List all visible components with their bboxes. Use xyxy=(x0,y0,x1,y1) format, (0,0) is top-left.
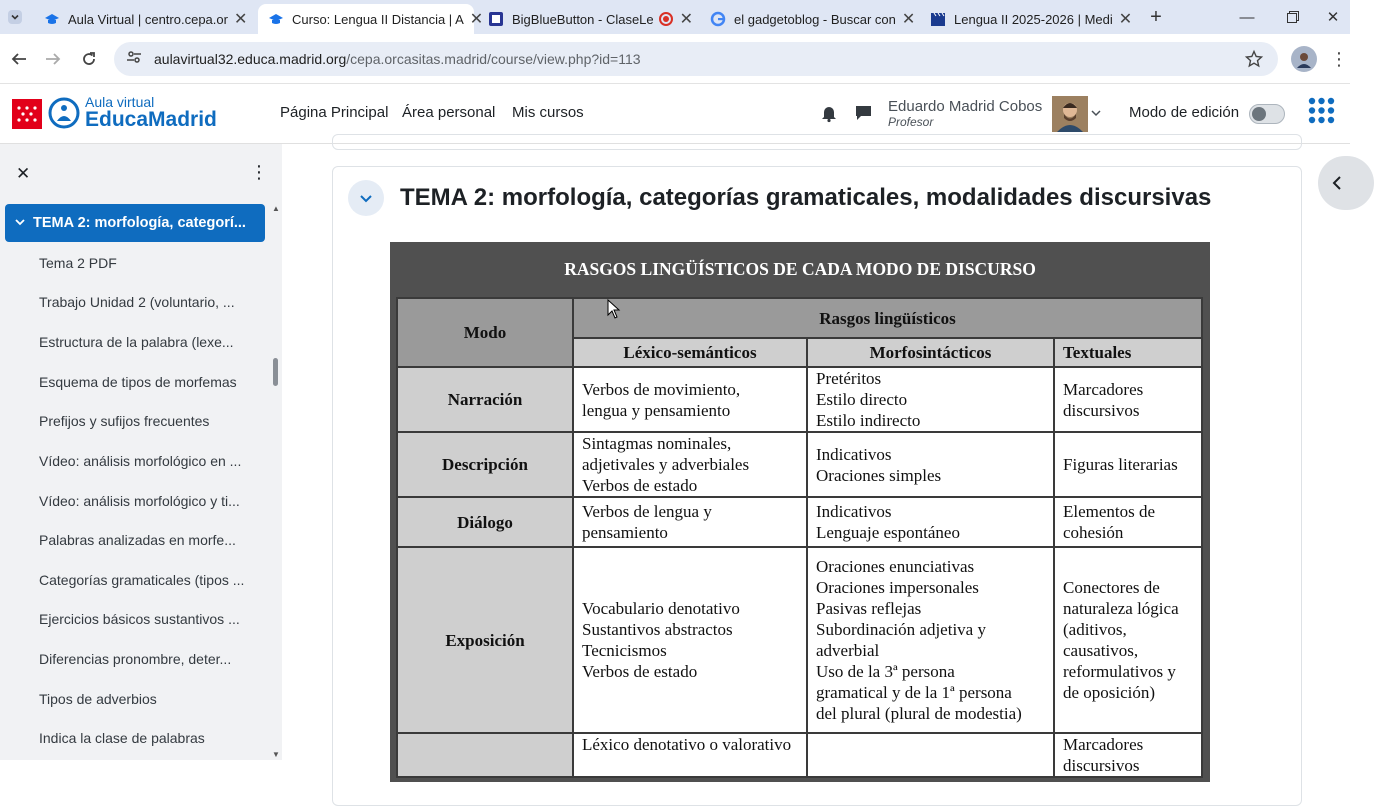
educamadrid-logo-icon xyxy=(48,97,80,129)
row-mode xyxy=(397,733,573,777)
close-icon[interactable]: ✕ xyxy=(901,11,916,28)
cell-line: discursivos xyxy=(1063,400,1140,420)
discourse-modes-image xyxy=(390,242,1210,782)
profile-avatar-icon[interactable] xyxy=(1291,46,1317,72)
cell-line: Indicativos xyxy=(816,502,892,521)
site-info-icon[interactable] xyxy=(126,49,142,70)
tab-label: el gadgetoblog - Buscar con xyxy=(734,11,896,27)
new-tab-button[interactable]: + xyxy=(1150,5,1162,28)
close-icon[interactable]: ✕ xyxy=(1118,11,1133,28)
browser-tab-curso-lengua[interactable] xyxy=(258,4,484,34)
toggle-knob xyxy=(1252,107,1266,121)
cell-textuales xyxy=(1054,367,1202,432)
cell-lexico xyxy=(573,733,807,777)
sidebar-item[interactable]: Categorías gramaticales (tipos ... xyxy=(39,572,245,588)
bell-icon[interactable] xyxy=(821,104,837,127)
clapper-icon xyxy=(930,11,946,27)
moodle-icon xyxy=(268,11,284,27)
google-icon xyxy=(710,11,726,27)
block-drawer-toggle[interactable] xyxy=(1318,156,1374,210)
table-row xyxy=(397,367,1202,432)
restore-icon[interactable] xyxy=(1270,0,1316,34)
section-collapse-button[interactable] xyxy=(348,180,384,216)
messages-icon[interactable] xyxy=(855,105,872,126)
browser-tab-bigbluebutton[interactable] xyxy=(478,4,696,34)
sidebar-item[interactable]: Diferencias pronombre, deter... xyxy=(39,651,232,667)
table-row xyxy=(397,497,1202,547)
col-header-textuales: Textuales xyxy=(1054,338,1202,367)
cell-morfo xyxy=(807,367,1054,432)
sidebar-item[interactable]: Tipos de adverbios xyxy=(39,691,157,707)
cell-line: Oraciones enunciativas xyxy=(816,557,975,576)
cell-morfo xyxy=(807,432,1054,497)
browser-toolbar xyxy=(0,34,1350,84)
user-avatar[interactable] xyxy=(1052,96,1088,132)
user-role: Profesor xyxy=(888,115,934,129)
tab-label: Curso: Lengua II Distancia | A xyxy=(292,11,464,27)
cell-line: Verbos de estado xyxy=(582,476,698,495)
cell-line: discursivos xyxy=(1063,756,1140,775)
cell-line: Elementos de xyxy=(1063,502,1156,521)
cell-line: pensamiento xyxy=(582,523,668,542)
cell-line: Marcadores xyxy=(1063,379,1144,399)
sidebar-item[interactable]: Vídeo: análisis morfológico y ti... xyxy=(39,493,240,509)
cell-lexico xyxy=(573,432,807,497)
cell-line: Léxico denotativo o valorativo xyxy=(582,735,792,754)
apps-grid-icon[interactable] xyxy=(1308,97,1335,129)
browser-tab-google-search[interactable] xyxy=(700,4,918,34)
close-icon[interactable]: ✕ xyxy=(679,11,694,28)
browser-tab-lengua-mediateca[interactable] xyxy=(920,4,1138,34)
cell-morfo xyxy=(807,733,1054,777)
cell-line: Verbos de movimiento, xyxy=(582,379,741,399)
sidebar-item[interactable]: Estructura de la palabra (lexe... xyxy=(39,334,234,350)
cell-line: Conectores de xyxy=(1063,578,1160,597)
cell-line: Oraciones simples xyxy=(816,465,942,485)
nav-pagina-principal[interactable]: Página Principal xyxy=(280,104,389,121)
cell-line: Estilo directo xyxy=(816,390,908,409)
cell-textuales xyxy=(1054,547,1202,733)
cell-line: Pretéritos xyxy=(816,369,882,388)
chevron-down-icon xyxy=(15,217,25,230)
edit-mode-label: Modo de edición xyxy=(1129,104,1240,121)
sidebar-item[interactable]: Trabajo Unidad 2 (voluntario, ... xyxy=(39,294,235,310)
recording-icon xyxy=(658,11,674,27)
col-header-modo: Modo xyxy=(397,298,573,367)
chevron-down-icon[interactable] xyxy=(1090,106,1102,124)
tab-label: Lengua II 2025-2026 | Medi xyxy=(954,11,1113,27)
back-arrow-icon[interactable] xyxy=(6,46,32,72)
table-row xyxy=(397,432,1202,497)
course-index-drawer xyxy=(0,144,282,760)
cell-line: lengua y pensamiento xyxy=(582,400,731,420)
cell-line: Oraciones impersonales xyxy=(816,578,979,597)
cell-line: Verbos de lengua y xyxy=(582,502,712,521)
drawer-options-kebab-icon[interactable]: ⋮ xyxy=(250,162,268,182)
address-bar[interactable] xyxy=(114,42,1278,76)
sidebar-section-label: TEMA 2: morfología, categorí... xyxy=(33,215,246,231)
cell-lexico xyxy=(573,547,807,733)
col-header-morfo: Morfosintácticos xyxy=(807,338,1054,367)
bigbluebutton-icon xyxy=(488,11,504,27)
course-content xyxy=(282,144,1350,775)
sidebar-item[interactable]: Prefijos y sufijos frecuentes xyxy=(39,413,210,429)
row-mode: Descripción xyxy=(397,432,573,497)
reload-icon[interactable] xyxy=(76,46,102,72)
tab-label: Aula Virtual | centro.cepa.or xyxy=(68,11,228,27)
nav-mis-cursos[interactable]: Mis cursos xyxy=(512,104,584,121)
cell-line: Sustantivos abstractos xyxy=(582,620,733,639)
cell-morfo xyxy=(807,497,1054,547)
tab-label: BigBlueButton - ClaseLe xyxy=(512,11,654,27)
close-icon[interactable]: ✕ xyxy=(469,11,484,28)
cell-textuales xyxy=(1054,432,1202,497)
col-header-group: Rasgos lingüísticos xyxy=(573,298,1202,338)
mouse-cursor-icon xyxy=(607,299,621,324)
cell-line: (aditivos, xyxy=(1063,620,1127,639)
table-row xyxy=(397,547,1202,733)
cell-line: gramatical y de la 1ª persona xyxy=(816,683,1012,702)
cell-line: Figuras literarias xyxy=(1063,455,1178,474)
rasgos-table xyxy=(396,297,1203,778)
cell-line: Lenguaje espontáneo xyxy=(816,523,960,542)
cell-line: Pasivas reflejas xyxy=(816,599,922,618)
sidebar-item[interactable]: Esquema de tipos de morfemas xyxy=(39,374,237,390)
sidebar-item[interactable]: Vídeo: análisis morfológico en ... xyxy=(39,453,242,469)
browser-tab-strip xyxy=(0,0,1350,34)
cell-lexico xyxy=(573,367,807,432)
cell-line: Vocabulario denotativo xyxy=(582,599,740,618)
cell-line: cohesión xyxy=(1063,523,1124,542)
forward-arrow-icon[interactable] xyxy=(40,46,66,72)
cell-textuales xyxy=(1054,733,1202,777)
row-mode: Exposición xyxy=(397,547,573,733)
cell-line: del plural (plural de modestia) xyxy=(816,704,1022,723)
cell-line: Subordinación adjetiva y xyxy=(816,620,986,639)
figure-title: RASGOS LINGÜÍSTICOS DE CADA MODO DE DISCURSO xyxy=(564,259,1036,279)
row-mode: Diálogo xyxy=(397,497,573,547)
cell-line: de oposición) xyxy=(1063,683,1156,702)
sidebar-scrollbar-thumb[interactable] xyxy=(273,358,278,386)
cell-line: naturaleza lógica xyxy=(1063,599,1179,618)
col-header-lexico: Léxico-semánticos xyxy=(573,338,807,367)
cell-line: adjetivales y adverbiales xyxy=(582,455,750,474)
cell-line: reformulativos y xyxy=(1063,662,1176,681)
moodle-icon xyxy=(44,11,60,27)
edit-mode-toggle[interactable] xyxy=(1249,104,1285,124)
scroll-up-icon[interactable]: ▲ xyxy=(272,204,280,213)
logo-title: EducaMadrid xyxy=(85,108,217,131)
browser-menu-kebab-icon[interactable]: ⋮ xyxy=(1330,48,1348,69)
sidebar-item[interactable]: Tema 2 PDF xyxy=(39,255,117,271)
user-name: Eduardo Madrid Cobos xyxy=(888,98,1043,115)
sidebar-item[interactable]: Indica la clase de palabras xyxy=(39,730,205,746)
sidebar-section-tema2[interactable] xyxy=(5,204,265,242)
cell-line: Sintagmas nominales, xyxy=(582,434,732,453)
url-text xyxy=(154,51,641,67)
sidebar-item[interactable]: Ejercicios básicos sustantivos ... xyxy=(39,611,240,627)
cell-line: Tecnicismos xyxy=(582,641,667,660)
cell-lexico xyxy=(573,497,807,547)
cell-line: Marcadores xyxy=(1063,735,1144,754)
url-host: aulavirtual32.educa.madrid.org xyxy=(154,51,347,67)
close-icon[interactable]: ✕ xyxy=(233,11,248,28)
bookmark-star-icon[interactable] xyxy=(1241,46,1267,72)
tab-search-chevron-icon[interactable] xyxy=(0,0,30,34)
url-path: /cepa.orcasitas.madrid/course/view.php?id=113 xyxy=(346,51,641,67)
logo-subtitle: Aula virtual xyxy=(85,94,155,110)
minimize-icon[interactable]: — xyxy=(1239,8,1255,26)
close-drawer-icon[interactable]: ✕ xyxy=(16,164,31,183)
nav-area-personal[interactable]: Área personal xyxy=(402,104,496,121)
previous-section-card xyxy=(332,134,1302,150)
window-close-icon[interactable]: ✕ xyxy=(1326,9,1340,26)
browser-tab-aula-virtual[interactable] xyxy=(34,4,256,34)
cell-line: Uso de la 3ª persona xyxy=(816,662,955,681)
section-title: TEMA 2: morfología, categorías gramaticales, modalidades discursivas xyxy=(400,184,1212,211)
row-mode: Narración xyxy=(397,367,573,432)
cell-line: adverbial xyxy=(816,641,880,660)
cell-morfo xyxy=(807,547,1054,733)
cell-line: causativos, xyxy=(1063,641,1139,660)
sidebar-item[interactable]: Palabras analizadas en morfe... xyxy=(39,532,236,548)
scroll-down-icon[interactable]: ▼ xyxy=(272,750,280,759)
cell-line: Estilo indirecto xyxy=(816,411,921,430)
cell-line: Verbos de estado xyxy=(582,662,698,681)
cell-textuales xyxy=(1054,497,1202,547)
cell-line: Indicativos xyxy=(816,444,892,464)
chevron-left-icon xyxy=(1330,175,1344,191)
comunidad-madrid-flag-icon xyxy=(12,99,42,129)
table-row xyxy=(397,733,1202,777)
chevron-down-icon xyxy=(359,191,373,205)
